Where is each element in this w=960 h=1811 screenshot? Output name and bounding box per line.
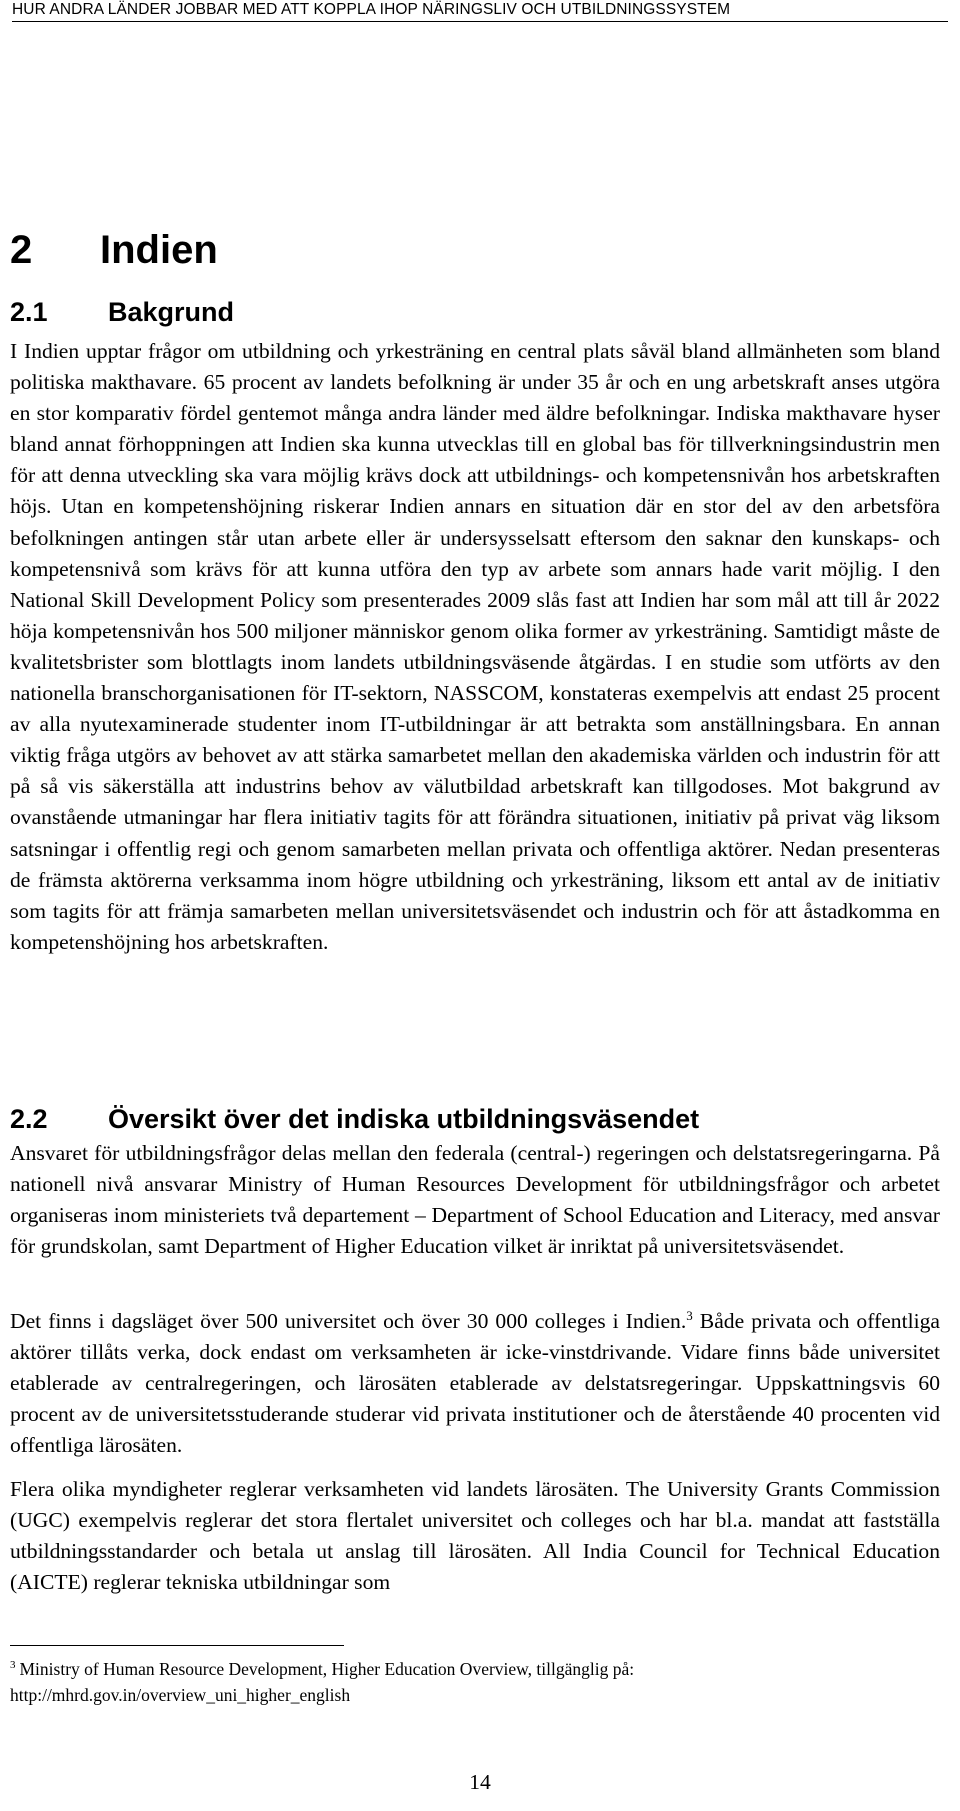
chapter-number: 2 (10, 228, 33, 272)
footnote-separator (10, 1645, 344, 1646)
paragraph-text: Både privata och offentliga aktörer tillåts verka, dock endast om verksamheten är icke-vinstdrivande. Vidare finns både universitet etablerade av centralregeringen, och lärosäten etablerade av delstatsregeringar. Uppskattningsvis 60 procent av de universitetsstuderande studerar vid privata institutioner och de återstående 40 procenten vid offentliga lärosäten. (10, 1309, 940, 1458)
paragraph-text: Det finns i dagsläget över 500 universitet och över 30 000 colleges i Indien. (10, 1309, 687, 1333)
footnote-text: Ministry of Human Resource Development, Higher Education Overview, tillgänglig på: (19, 1659, 635, 1679)
section-heading-overview (10, 1102, 699, 1136)
body-paragraph: Flera olika myndigheter reglerar verksamheten vid landets lärosäten. The University Grants Commission (UGC) exempelvis reglerar det stora flertalet universitet och colleges och har bl.a. mandat att fastställa utbildningsstandarder och betala ut anslag till lärosäten. All India Council for Technical Education (AICTE) reglerar tekniska utbildningar som (10, 1477, 940, 1595)
chapter-heading (10, 226, 218, 274)
body-paragraph: Ansvaret för utbildningsfrågor delas mellan den federala (central-) regeringen och delstatsregeringarna. På nationell nivå ansvarar Ministry of Human Resources Development för utbildningsfrågor och arbetet organiseras inom ministeriets två departement – Department of School Education and Literacy, med ansvar för grundskolan, samt Department of Higher Education vilket är inriktat på universitetsväsendet. (10, 1141, 940, 1259)
section-heading-background (10, 295, 234, 329)
page-number: 14 (469, 1770, 491, 1794)
footnote-url[interactable]: http://mhrd.gov.in/overview_uni_higher_english (10, 1685, 351, 1705)
body-paragraph: I Indien upptar frågor om utbildning och yrkesträning en central plats såväl bland allmänheten som bland politiska makthavare. 65 procent av landets befolkning är under 35 år och en ung arbetskraft anses utgöra en stor komparativ fördel gentemot många andra länder med äldre befolkningar. Indiska makthavare hyser bland annat förhoppningen att Indien ska kunna utvecklas till en global bas för tillverkningsindustrin men för att denna utveckling ska vara möjlig krävs dock att utbildnings- och kompetensnivån hos arbetskraften höjs. Utan en kompetenshöjning riskerar Indien annars en situation där en stor del av den arbetsföra befolkningen antingen står utan arbete eller är undersysselsatt eftersom den saknar den kunskaps- och kompetensnivå som krävs för att kunna utföra den typ av arbete som annars hade varit möjlig. I den National Skill Development Policy som presenterades 2009 slås fast att Indien har som mål att till år 2022 höja kompetensnivån hos 500 miljoner människor genom olika former av yrkesträning. Samtidigt måste de kvalitetsbrister som blottlagts inom landets utbildningsväsende åtgärdas. I en studie som utförts av den nationella branschorganisationen för IT-sektorn, NASSCOM, konstateras exempelvis att endast 25 procent av alla nyutexaminerade studenter inom IT-utbildningar är att betrakta som anställningsbara. En annan viktig fråga utgörs av behovet av att stärka samarbetet mellan den akademiska världen och industrin för att på så vis säkerställa att industrins behov av välutbildad arbetskraft kan tillgodoses. Mot bakgrund av ovanstående utmaningar har flera initiativ tagits för att förändra situationen, initiativ på privat väg liksom satsningar i offentlig regi och genom samarbeten mellan privata och offentliga aktörer. Nedan presenteras de främsta aktörerna verksamma inom högre utbildning och yrkesträning, liksom ett antal av de initiativ som tagits för att främja samarbeten mellan universitetsväsendet och industrin och för att åstadkomma en kompetenshöjning hos arbetskraften. (10, 339, 940, 954)
footnote (10, 1656, 940, 1708)
chapter-title: Indien (100, 228, 218, 272)
header-rule (12, 21, 948, 22)
section-title: Översikt över det indiska utbildningsväsendet (108, 1104, 700, 1134)
running-header: HUR ANDRA LÄNDER JOBBAR MED ATT KOPPLA IHOP NÄRINGSLIV OCH UTBILDNINGSSYSTEM (12, 1, 731, 18)
body-paragraph (10, 1306, 940, 1461)
section-number: 2.1 (10, 297, 48, 327)
section-number: 2.2 (10, 1104, 48, 1134)
section-title: Bakgrund (108, 297, 235, 327)
footnote-reference[interactable]: 3 (686, 1308, 693, 1323)
footnote-marker: 3 (10, 1659, 16, 1671)
